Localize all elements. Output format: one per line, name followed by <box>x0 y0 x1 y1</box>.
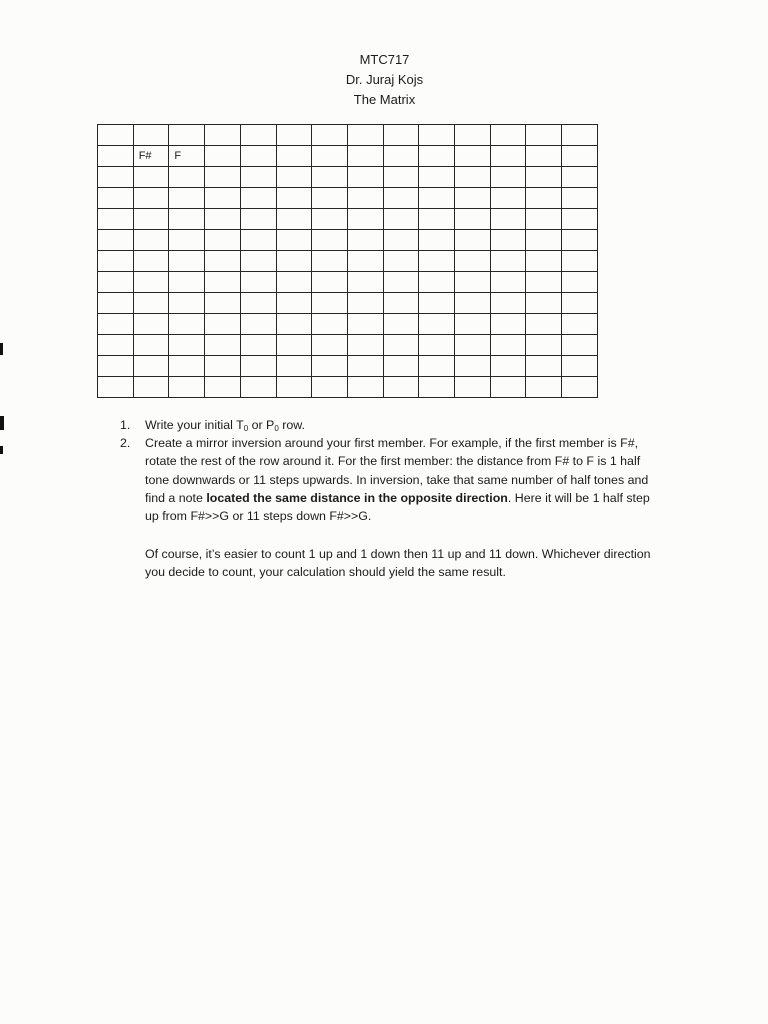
matrix-cell <box>526 188 562 209</box>
matrix-cell <box>455 356 491 377</box>
matrix-cell <box>347 125 383 146</box>
matrix-cell <box>169 314 205 335</box>
matrix-row <box>98 251 598 272</box>
instruction-2-bold-text: located the same distance in the opposite direction <box>206 490 508 505</box>
matrix-row <box>98 272 598 293</box>
matrix-cell <box>312 251 348 272</box>
matrix-cell <box>419 209 455 230</box>
matrix-cell <box>312 125 348 146</box>
matrix-cell <box>562 251 598 272</box>
matrix-cell <box>98 188 134 209</box>
matrix-cell <box>383 209 419 230</box>
matrix-cell <box>383 293 419 314</box>
instruction-number-1: 1. <box>120 418 131 432</box>
matrix-cell <box>455 125 491 146</box>
matrix-cell <box>347 335 383 356</box>
matrix-cell <box>490 230 526 251</box>
matrix-cell <box>455 335 491 356</box>
matrix-row <box>98 209 598 230</box>
matrix-cell <box>133 377 169 398</box>
matrix-cell <box>312 209 348 230</box>
instruction-1-text-start: Write your initial T <box>145 418 244 432</box>
matrix-cell <box>490 251 526 272</box>
matrix-cell <box>240 188 276 209</box>
matrix-cell <box>276 188 312 209</box>
matrix-cell <box>419 230 455 251</box>
matrix-cell <box>383 188 419 209</box>
matrix-cell <box>562 125 598 146</box>
matrix-cell <box>312 356 348 377</box>
matrix-cell: F# <box>133 146 169 167</box>
matrix-cell <box>276 335 312 356</box>
matrix-cell <box>276 167 312 188</box>
matrix-cell <box>562 272 598 293</box>
matrix-cell <box>347 272 383 293</box>
course-code: MTC717 <box>359 52 410 67</box>
matrix-cell <box>312 167 348 188</box>
matrix-cell <box>347 146 383 167</box>
matrix-cell <box>133 335 169 356</box>
matrix-cell <box>98 335 134 356</box>
matrix-row <box>98 230 598 251</box>
matrix-row <box>98 377 598 398</box>
matrix-row <box>98 356 598 377</box>
matrix-cell <box>562 293 598 314</box>
matrix-cell <box>169 293 205 314</box>
matrix-cell <box>169 167 205 188</box>
matrix-cell <box>169 272 205 293</box>
matrix-cell <box>455 314 491 335</box>
matrix-cell <box>312 146 348 167</box>
matrix-cell <box>169 125 205 146</box>
matrix-cell <box>276 272 312 293</box>
matrix-cell <box>562 209 598 230</box>
matrix-cell <box>419 377 455 398</box>
matrix-row <box>98 335 598 356</box>
instructor-name: Dr. Juraj Kojs <box>345 72 424 87</box>
matrix-cell <box>205 356 241 377</box>
matrix-cell <box>383 251 419 272</box>
matrix-cell <box>240 314 276 335</box>
matrix-cell <box>312 377 348 398</box>
matrix-cell <box>383 377 419 398</box>
matrix-cell <box>205 188 241 209</box>
matrix-cell <box>205 293 241 314</box>
matrix-cell <box>312 293 348 314</box>
matrix-cell <box>383 314 419 335</box>
matrix-cell <box>347 251 383 272</box>
twelve-tone-matrix-grid <box>97 124 598 398</box>
matrix-cell: F <box>169 146 205 167</box>
matrix-cell <box>526 293 562 314</box>
matrix-cell <box>276 377 312 398</box>
matrix-cell <box>240 335 276 356</box>
matrix-cell <box>419 251 455 272</box>
matrix-cell <box>169 356 205 377</box>
matrix-cell <box>240 377 276 398</box>
matrix-cell <box>276 293 312 314</box>
matrix-cell <box>347 314 383 335</box>
matrix-cell <box>455 293 491 314</box>
matrix-cell <box>312 230 348 251</box>
matrix-cell <box>276 125 312 146</box>
matrix-cell <box>490 167 526 188</box>
matrix-cell <box>562 188 598 209</box>
matrix-cell <box>276 209 312 230</box>
matrix-cell <box>383 335 419 356</box>
matrix-cell <box>347 230 383 251</box>
instruction-2-text-end: . Here it will be 1 half step up from F#>>G or 11 steps down F#>>G. <box>145 490 650 524</box>
matrix-cell <box>419 146 455 167</box>
matrix-cell <box>169 377 205 398</box>
matrix-cell <box>490 314 526 335</box>
matrix-cell <box>419 356 455 377</box>
scan-artifact-mark <box>0 343 3 355</box>
matrix-cell <box>133 251 169 272</box>
matrix-cell <box>240 356 276 377</box>
subscript-zero-p: 0 <box>274 424 279 433</box>
instruction-1-text-mid: or P <box>248 418 275 432</box>
matrix-cell <box>98 293 134 314</box>
matrix-cell <box>490 146 526 167</box>
matrix-cell <box>455 377 491 398</box>
matrix-cell <box>383 167 419 188</box>
matrix-cell <box>526 125 562 146</box>
matrix-cell <box>347 377 383 398</box>
matrix-cell <box>490 335 526 356</box>
matrix-cell <box>383 125 419 146</box>
matrix-cell <box>526 272 562 293</box>
matrix-cell <box>240 293 276 314</box>
matrix-cell <box>562 167 598 188</box>
matrix-cell <box>347 356 383 377</box>
matrix-cell <box>98 251 134 272</box>
matrix-cell <box>455 230 491 251</box>
matrix-cell <box>205 209 241 230</box>
matrix-cell <box>562 146 598 167</box>
matrix-cell <box>419 314 455 335</box>
matrix-cell <box>383 146 419 167</box>
matrix-cell <box>490 377 526 398</box>
matrix-cell <box>205 272 241 293</box>
scan-artifact-mark <box>0 446 3 454</box>
matrix-cell <box>490 188 526 209</box>
matrix-cell <box>169 209 205 230</box>
matrix-row <box>98 167 598 188</box>
matrix-cell <box>169 230 205 251</box>
matrix-cell <box>347 209 383 230</box>
matrix-cell <box>98 230 134 251</box>
instruction-1-text-end: row. <box>278 418 305 432</box>
matrix-row <box>98 146 598 167</box>
matrix-cell <box>312 335 348 356</box>
matrix-cell <box>205 167 241 188</box>
matrix-cell <box>312 188 348 209</box>
matrix-cell <box>205 335 241 356</box>
matrix-cell <box>455 272 491 293</box>
matrix-cell <box>205 377 241 398</box>
matrix-cell <box>419 272 455 293</box>
matrix-cell <box>98 146 134 167</box>
matrix-cell <box>205 146 241 167</box>
matrix-cell <box>240 146 276 167</box>
matrix-cell <box>169 188 205 209</box>
matrix-cell <box>455 251 491 272</box>
matrix-cell <box>526 209 562 230</box>
document-title: The Matrix <box>353 92 416 107</box>
matrix-cell <box>276 230 312 251</box>
matrix-cell <box>490 125 526 146</box>
matrix-cell <box>240 251 276 272</box>
matrix-cell <box>562 335 598 356</box>
matrix-cell <box>383 356 419 377</box>
matrix-cell <box>133 272 169 293</box>
matrix-cell <box>347 167 383 188</box>
matrix-cell <box>562 377 598 398</box>
matrix-cell <box>526 377 562 398</box>
matrix-cell <box>133 230 169 251</box>
matrix-cell <box>419 125 455 146</box>
matrix-cell <box>98 314 134 335</box>
matrix-cell <box>455 167 491 188</box>
matrix-cell <box>562 314 598 335</box>
matrix-cell <box>562 356 598 377</box>
matrix-cell <box>455 188 491 209</box>
matrix-cell <box>240 272 276 293</box>
matrix-cell <box>276 356 312 377</box>
matrix-cell <box>490 356 526 377</box>
instruction-item-1 <box>120 416 665 434</box>
matrix-cell <box>133 314 169 335</box>
matrix-cell <box>276 146 312 167</box>
matrix-cell <box>169 335 205 356</box>
matrix-cell <box>526 146 562 167</box>
matrix-cell <box>98 209 134 230</box>
matrix-cell <box>419 188 455 209</box>
matrix-cell <box>383 272 419 293</box>
matrix-cell <box>490 209 526 230</box>
matrix-cell <box>562 230 598 251</box>
instructions-block <box>120 416 665 582</box>
matrix-cell <box>526 167 562 188</box>
matrix-cell <box>312 272 348 293</box>
matrix-row <box>98 188 598 209</box>
document-header <box>0 50 768 110</box>
matrix-cell <box>133 125 169 146</box>
matrix-cell <box>205 251 241 272</box>
matrix-cell <box>133 188 169 209</box>
matrix-cell <box>526 230 562 251</box>
matrix-cell <box>98 377 134 398</box>
matrix-cell <box>98 272 134 293</box>
matrix-cell <box>419 167 455 188</box>
matrix-cell <box>347 293 383 314</box>
matrix-row <box>98 293 598 314</box>
matrix-cell <box>169 251 205 272</box>
matrix-cell <box>133 209 169 230</box>
matrix-cell <box>205 125 241 146</box>
matrix-cell <box>240 209 276 230</box>
matrix-cell <box>240 125 276 146</box>
matrix-cell <box>419 293 455 314</box>
matrix-cell <box>526 251 562 272</box>
matrix-cell <box>98 125 134 146</box>
matrix-cell <box>419 335 455 356</box>
matrix-row <box>98 125 598 146</box>
matrix-cell <box>347 188 383 209</box>
matrix-cell <box>312 314 348 335</box>
matrix-cell <box>205 314 241 335</box>
matrix-cell <box>526 356 562 377</box>
matrix-cell <box>455 209 491 230</box>
matrix-cell <box>490 272 526 293</box>
matrix-cell <box>455 146 491 167</box>
matrix-cell <box>133 167 169 188</box>
matrix-cell <box>205 230 241 251</box>
matrix-cell <box>490 293 526 314</box>
instruction-item-2 <box>120 434 665 525</box>
matrix-cell <box>240 230 276 251</box>
matrix-cell <box>526 314 562 335</box>
matrix-row <box>98 314 598 335</box>
subscript-zero-t: 0 <box>243 424 249 433</box>
matrix-cell <box>98 167 134 188</box>
matrix-cell <box>526 335 562 356</box>
matrix-cell <box>240 167 276 188</box>
instructions-list <box>120 416 665 525</box>
matrix-cell <box>383 230 419 251</box>
matrix-cell <box>133 356 169 377</box>
instruction-number-2: 2. <box>120 436 131 451</box>
matrix-cell <box>276 314 312 335</box>
scan-artifact-mark <box>0 416 4 430</box>
matrix-cell <box>98 356 134 377</box>
matrix-cell <box>276 251 312 272</box>
matrix-cell <box>133 293 169 314</box>
counting-note: Of course, it’s easier to count 1 up and 1 down then 11 up and 11 down. Whichever direction you decide to count, your calculation should yield the same result. <box>145 547 651 580</box>
instruction-2-text-start: Create a mirror inversion around your first member. For example, if the first member is F#, rotate the rest of the row around it. For the first member: the distance from F# to F is 1 half tone downwards or 11 steps upwards. In inversion, take that same number of half tones and find a note <box>145 436 649 505</box>
